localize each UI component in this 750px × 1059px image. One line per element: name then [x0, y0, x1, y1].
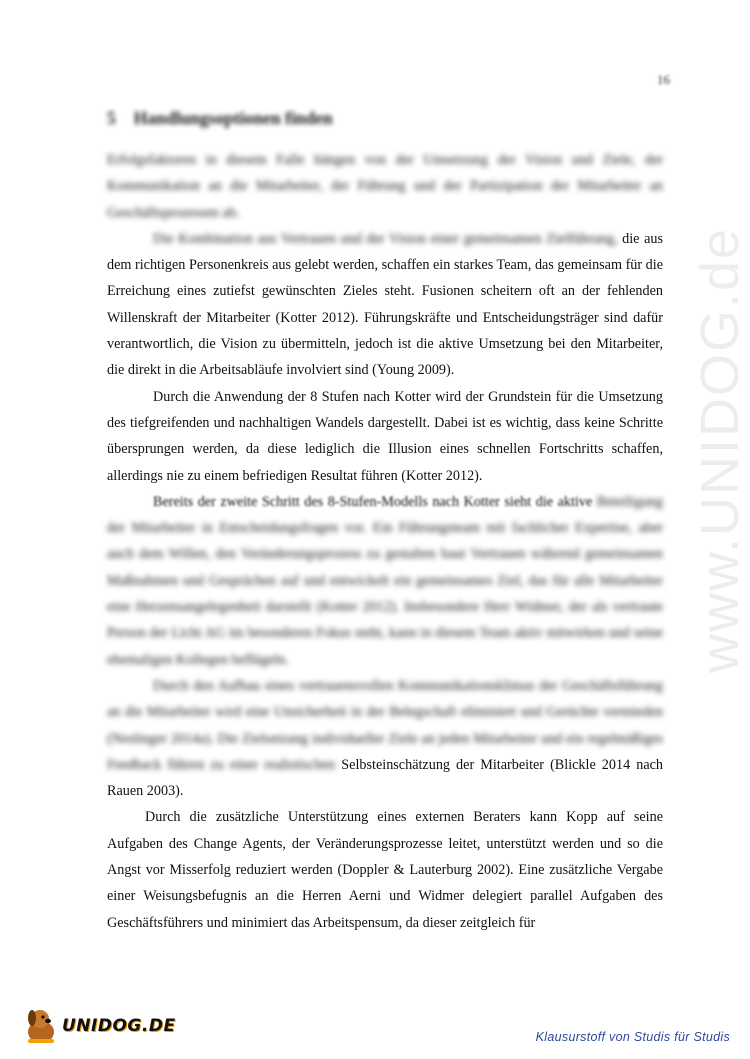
paragraph-2-text: die aus dem richtigen Personenkreis aus gelebt werden, schaffen ein starkes Team, das gemeinsam für die Erreichung eines zutiefst gewünschten Zieles steht. Fusionen scheitern oft an der fehlenden Willenskraft der Mitarbeiter (Kotter 2012). Führungskräfte und Entscheidungsträger sind dafür verantwortlich, die Vision zu übermitteln, jedoch ist die aktive Umsetzung bei den Mitarbeiter, die direkt in die Arbeitsabläufe involviert sind (Young 2009).	[107, 230, 664, 379]
paragraph-5-text: Selbsteinschätzung der Mitarbeiter (Blickle 2014 nach Rauen 2003).	[107, 756, 664, 800]
section-title: Handlungsoptionen finden	[133, 108, 333, 128]
paragraph-5	[107, 673, 663, 804]
unidog-logo[interactable]	[22, 1004, 176, 1048]
logo-text: UNIDOG.DE	[62, 1016, 176, 1036]
watermark	[690, 150, 750, 750]
paragraph-1: Erfolgsfaktoren in diesem Falle hängen von der Umsetzung der Vision und Ziele, der Kommunikation an die Mitarbeiter, der Führung und der Partizipation der Mitarbeiter an Geschäftsprozessen ab.	[107, 152, 663, 221]
watermark-text: www.UNIDOG.de	[690, 226, 750, 674]
paragraph-4	[107, 489, 663, 673]
paragraph-5-blurred: Durch den Aufbau eines vertrauensvollen Kommunikationsklimas der Geschäftsführung an die Mitarbeiter wird eine Unsicherheit in der Belegschaft eliminiert und Gerüchte vermieden (Neslinger 2014a). Die Zielsetzung individueller Ziele an jeden Mitarbeiter und ein regelmäßiges Feedback führen zu einer realistischen	[107, 677, 663, 773]
section-heading	[107, 108, 667, 129]
paragraph-6: Durch die zusätzliche Unterstützung eines externen Beraters kann Kopp auf seine Aufgaben des Change Agents, der Veränderungsprozesse leitet, unterstützt werden und so die Angst vor Misserfolg reduziert werden (Doppler & Lauterburg 2002). Eine zusätzliche Vergabe einer Weisungsbefugnis an die Herren Aerni und Widmer delegiert parallel Aufgaben des Geschäftsführers und minimiert das Arbeitspensum, da dieser zeitgleich für	[107, 809, 663, 931]
section-number: 5	[107, 108, 116, 128]
footer-tagline: Klausurstoff von Studis für Studis	[535, 1030, 730, 1044]
paragraph-2	[107, 226, 663, 384]
paragraph-2-blurred-line: Die Kombination aus Vertrauen und der Vision einer gemeinsamen Zielführung,	[153, 230, 618, 247]
paragraph-3: Durch die Anwendung der 8 Stufen nach Kotter wird der Grundstein für die Umsetzung des tiefgreifenden und nachhaltigen Wandels dargestellt. Dabei ist es wichtig, dass keine Schritte übersprungen werden, da diese lediglich die Illusion eines schnellen Fortschritts schaffen, allerdings nie zu einem befriedigen Resultat führen (Kotter 2012).	[107, 388, 663, 484]
dog-mascot-icon	[22, 1006, 60, 1046]
paragraph-4-first-line: Bereits der zweite Schritt des 8-Stufen-Modells nach Kotter sieht die aktive	[153, 493, 593, 510]
page-number: 16	[657, 72, 670, 87]
document-body	[107, 147, 663, 936]
paragraph-4-text: Beteiligung der Mitarbeiter in Entscheidungsfragen vor. Ein Führungsteam mit fachlicher Expertise, aber auch dem Willen, den Veränderungsprozess zu gestalten baut Vertrauen während gemeinsamen Maßnahmen und Gesprächen auf und entwickelt ein gemeinsames Ziel, das für alle Mitarbeiter eine Herzensangelegenheit darstellt (Kotter 2012). Insbesondere Herr Widmer, der als vertraute Person der Licht AG im besonderen Fokus steht, kann in diesem Team aktiv mitwirken und seine ehemaligen Kollegen beflügeln.	[107, 493, 663, 668]
